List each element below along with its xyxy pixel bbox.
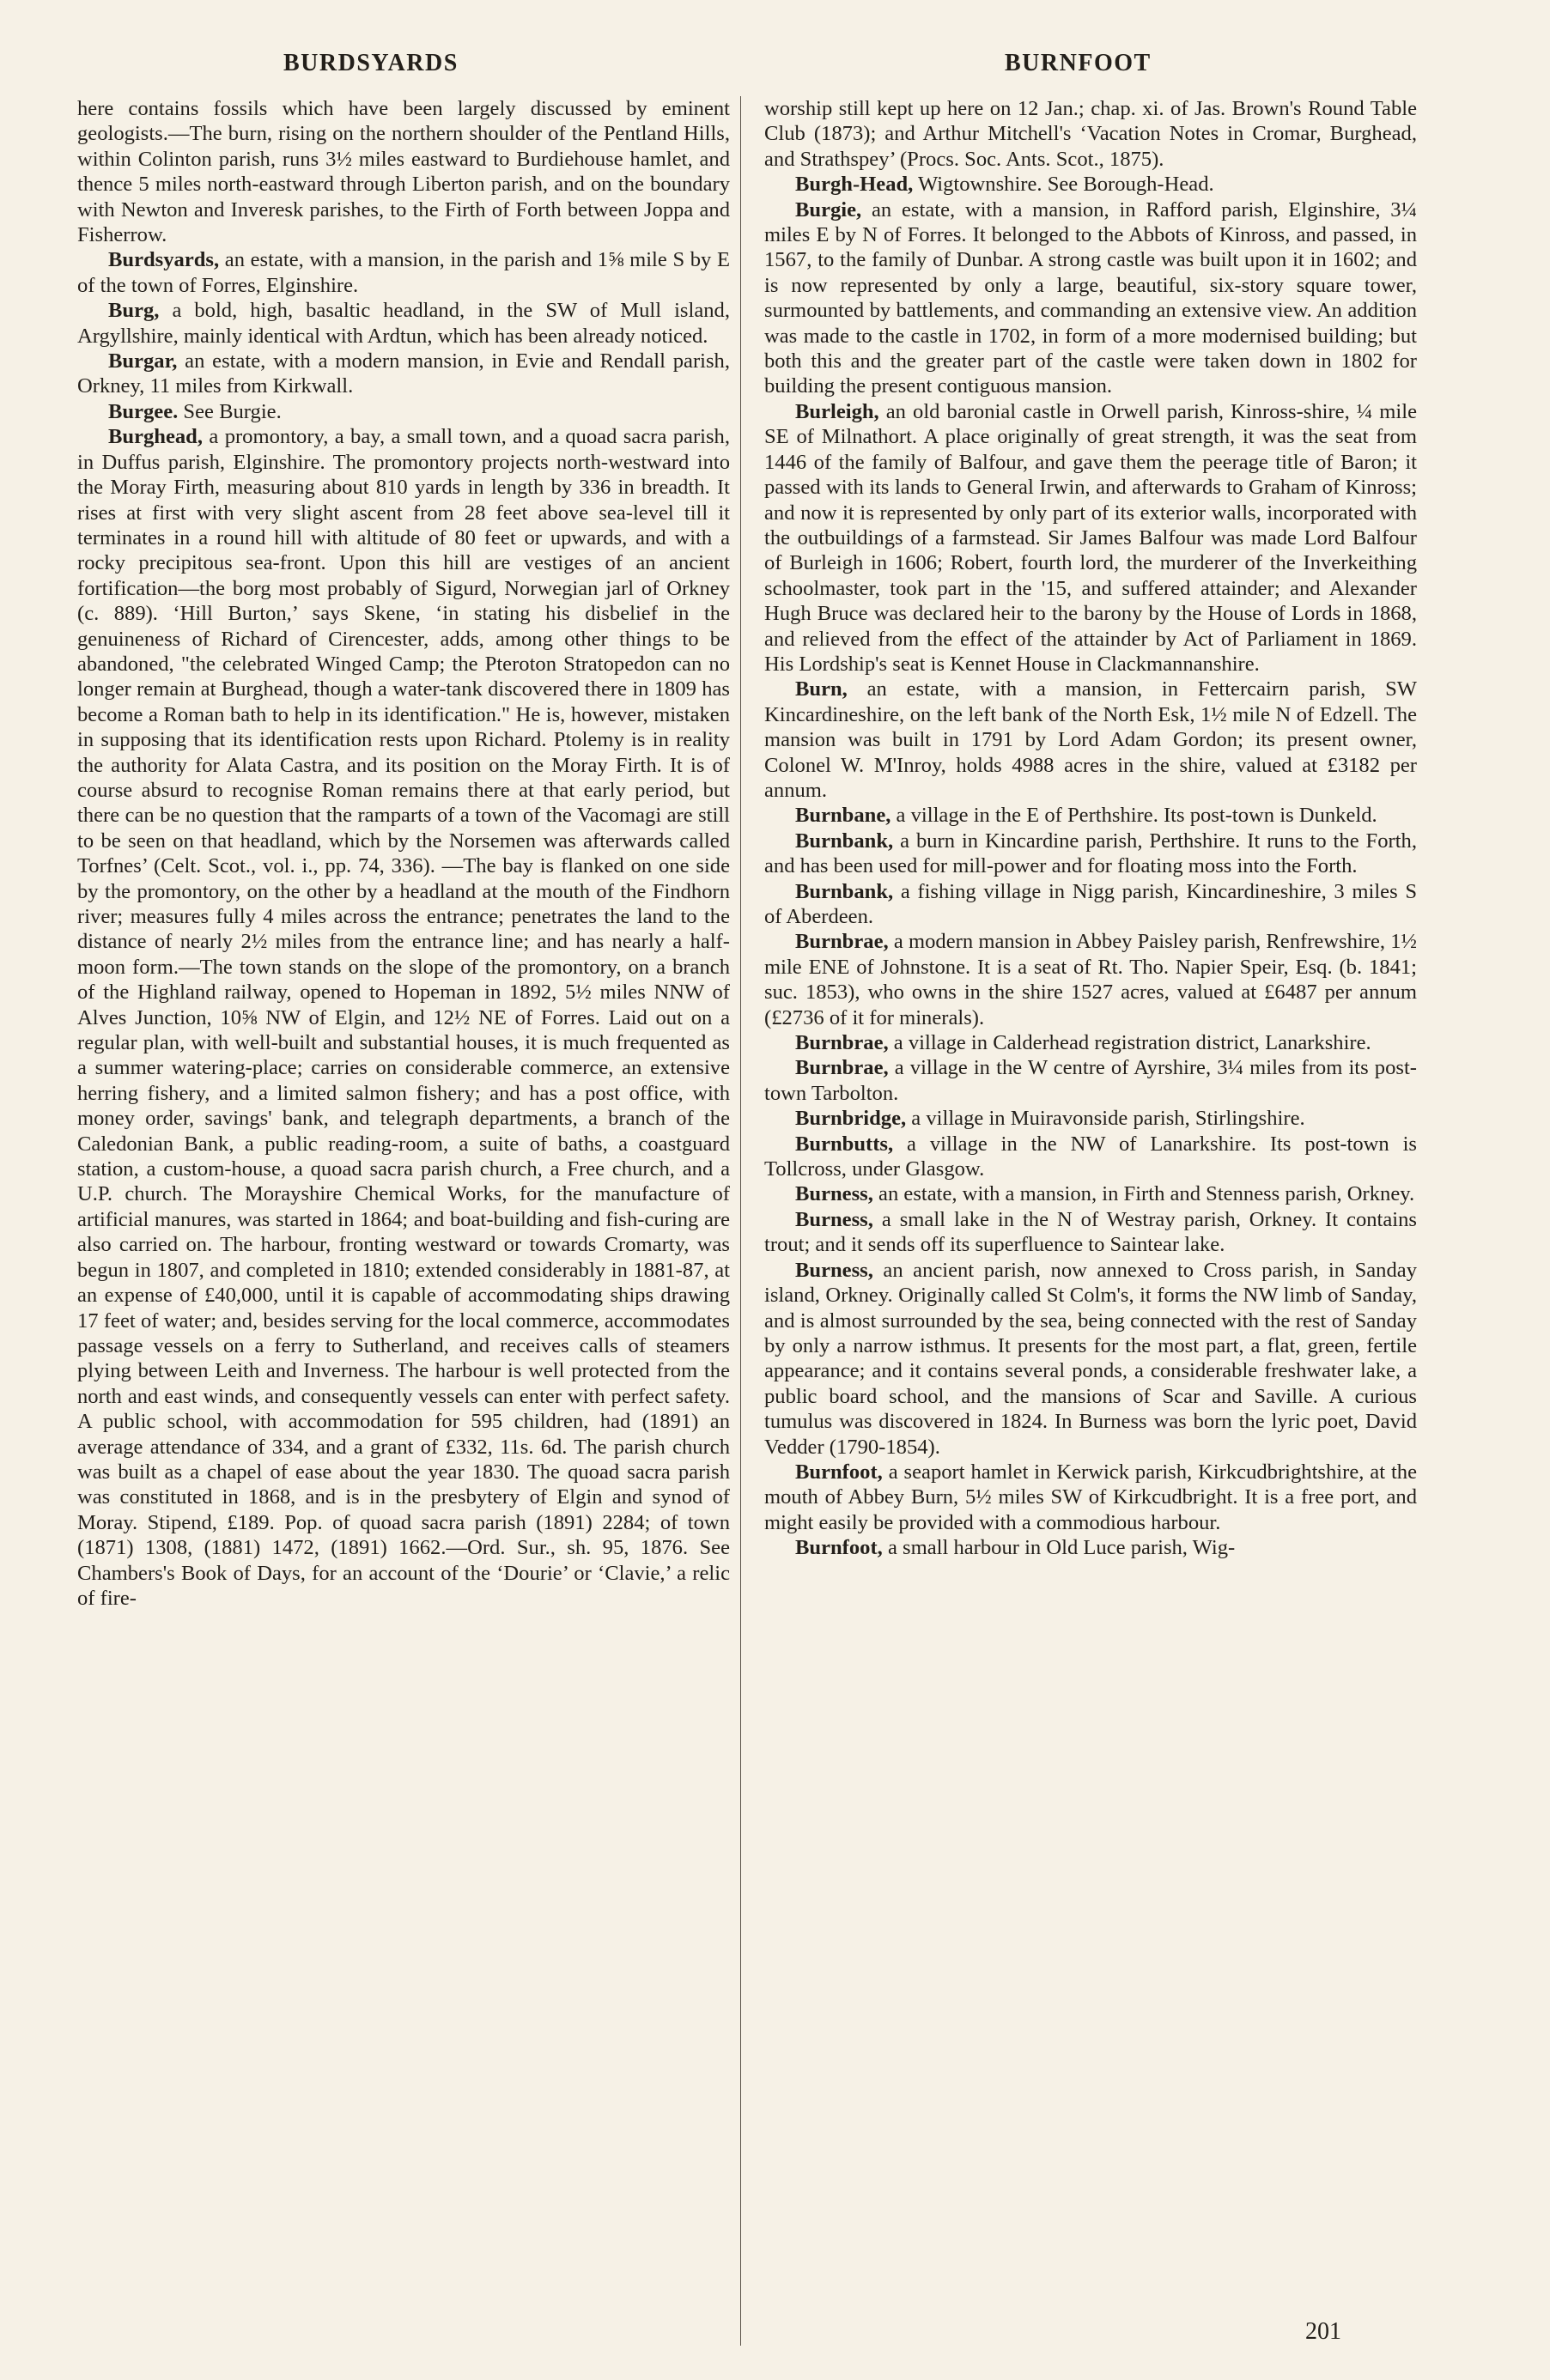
entry-text: an estate, with a mansion, in Firth and Stenness parish, Orkney. [872,1182,1415,1206]
entry-text: a small lake in the N of Westray parish, Orkney. It contains trout; and it sends off its superfluence to Saintear lake. [764,1207,1417,1257]
gazetteer-entry [77,424,730,1611]
entry-text: an estate, with a mansion, in the parish and 1⅝ mile S by E of the town of Forres, Elginshire. [77,248,730,297]
entry-text: here contains fossils which have been largely discussed by eminent geologists.—The burn, rising on the northern shoulder of the Pentland Hills, within Colinton parish, runs 3½ miles eastward to Burdiehouse hamlet, and thence 5 miles north-eastward through Liberton parish, and on the boundary with Newton and Inveresk parishes, to the Firth of Forth between Joppa and Fisherrow. [77,97,730,247]
entry-headword: Burgie, [795,197,862,222]
entry-text: a seaport hamlet in Kerwick parish, Kirkcudbrightshire, at the mouth of Abbey Burn, 5½ miles SW of Kirkcudbright. It is a free port, and might easily be provided with a commodious harbour. [764,1460,1417,1534]
gazetteer-entry [764,1132,1417,1182]
entry-text: worship still kept up here on 12 Jan.; chap. xi. of Jas. Brown's Round Table Club (1873); and Arthur Mitchell's ‘Vacation Notes in Cromar, Burghead, and Strathspey’ (Procs. Soc. Ants. Scot., 1875). [764,97,1417,171]
entry-text: a village in Calderhead registration district, Lanarkshire. [888,1031,1371,1055]
entry-headword: Burnbrae, [795,1031,889,1055]
entry-headword: Burnbrae, [795,1056,889,1080]
gazetteer-entry [77,247,730,298]
gazetteer-entry [77,96,730,247]
gazetteer-entry [764,197,1417,399]
right-column [764,96,1417,1561]
entry-headword: Burgee. [108,399,179,423]
gazetteer-entry [764,1106,1417,1131]
entry-text: a bold, high, basaltic headland, in the SW of Mull island, Argyllshire, mainly identical with Ardtun, which has been already noticed. [77,299,730,348]
entry-headword: Burnbank, [795,829,894,853]
gazetteer-entry [77,399,730,424]
entry-text: an estate, with a mansion, in Fettercairn parish, SW Kincardineshire, on the left bank of the North Esk, 1½ mile N of Edzell. The mansion was built in 1791 by Lord Adam Gordon; its present owner, Colonel W. M'Inroy, holds 4988 acres in the shire, valued at £3182 per annum. [764,677,1417,802]
entry-headword: Burnbane, [795,804,891,828]
gazetteer-entry [764,1535,1417,1560]
entry-headword: Burgh-Head, [795,173,914,197]
gazetteer-entry [764,172,1417,197]
entry-text: an old baronial castle in Orwell parish, Kinross-shire, ¼ mile SE of Milnathort. A place originally of great strength, it was the seat from 1446 of the family of Balfour, and gave them the peerage title of Baron; it passed with its lands to General Irwin, and afterwards to Graham of Kinross; and now it is represented by only part of its exterior walls, incorporated with the outbuildings of a farmstead. Sir James Balfour was made Lord Balfour of Burleigh in 1606; Robert, fourth lord, the murderer of the Inverkeithing schoolmaster, took part in the '15, and suffered attainder; and Alexander Hugh Bruce was declared heir to the barony by the House of Lords in 1868, and relieved from the effect of the attainder by Act of Parliament in 1869. His Lordship's seat is Kennet House in Clackmannanshire. [764,399,1417,676]
entry-text: Wigtownshire. See Borough-Head. [913,173,1214,197]
gazetteer-entry [764,399,1417,677]
gazetteer-entry [764,1207,1417,1258]
left-column [77,96,730,1611]
gazetteer-entry [764,677,1417,803]
entry-text: an estate, with a modern mansion, in Evie and Rendall parish, Orkney, 11 miles from Kirkwall. [77,349,730,398]
entry-headword: Burn, [795,677,848,701]
entry-headword: Burnbridge, [795,1107,907,1131]
gazetteer-entry [764,879,1417,930]
entry-headword: Burnbutts, [795,1132,894,1156]
gazetteer-entry [77,298,730,349]
entry-text: a modern mansion in Abbey Paisley parish, Renfrewshire, 1½ mile ENE of Johnstone. It is a seat of Rt. Tho. Napier Speir, Esq. (b. 1841; suc. 1853), who owns in the shire 1527 acres, valued at £6487 per annum (£2736 of it for minerals). [764,930,1417,1029]
entry-headword: Burnfoot, [795,1536,883,1560]
gazetteer-entry [764,1460,1417,1535]
gazetteer-entry [77,349,730,399]
entry-headword: Burness, [795,1207,873,1231]
gazetteer-entry [764,1258,1417,1460]
entry-headword: Burdsyards, [108,248,220,272]
entry-headword: Burness, [795,1182,873,1206]
entry-headword: Burnfoot, [795,1460,883,1484]
entry-text: a promontory, a bay, a small town, and a quoad sacra parish, in Duffus parish, Elginshire. The promontory projects north-westward into the Moray Firth, measuring about 810 yards in length by 336 in breadth. It rises at first with very slight ascent from 28 feet above sea-level till it terminates in a round hill with altitude of 80 feet or upwards, and with a rocky precipitous sea-front. Upon this hill are vestiges of an ancient fortification—the borg most probably of Sigurd, Norwegian jarl of Orkney (c. 889). ‘Hill Burton,’ says Skene, ‘in stating his disbelief in the genuineness of Richard of Cirencester, adds, among other things to be abandoned, "the celebrated Winged Camp; the Pteroton Stratopedon can no longer remain at Burghead, though a water-tank discovered there in 1809 has become a Roman bath to help in its identification." He is, however, mistaken in supposing that its identification rests upon Richard. Ptolemy is in reality the authority for Alata Castra, and its position on the Moray Firth. It is of course absurd to recognise Roman remains there at that early period, but there can be no question that the ramparts of a town of the Vacomagi are still to be seen on that headland, which by the Norsemen was afterwards called Torfnes’ (Celt. Scot., vol. i., pp. 74, 336). —The bay is flanked on one side by the promontory, on the other by a headland at the mouth of the Findhorn river; measures fully 4 miles across the entrance; penetrates the land to the distance of nearly 2½ miles from the entrance line; and has nearly a half-moon form.—The town stands on the slope of the promontory, on a branch of the Highland railway, opened to Hopeman in 1892, 5½ miles NNW of Alves Junction, 10⅝ NW of Elgin, and 12½ NE of Forres. Laid out on a regular plan, with well-built and substantial houses, it is much frequented as a summer watering-place; carries on considerable commerce, an extensive herring fishery, and a limited salmon fishery; and has a post office, with money order, savings' bank, and telegraph departments, a branch of the Caledonian Bank, a public reading-room, a suite of baths, a coastguard station, a custom-house, a quoad sacra parish church, a Free church, and a U.P. church. The Morayshire Chemical Works, for the manufacture of artificial manures, was started in 1864; and boat-building and fish-curing are also carried on. The harbour, fronting westward or towards Cromarty, was begun in 1807, and completed in 1810; extended considerably in 1881-87, at an expense of £40,000, until it is capable of accommodating ships drawing 17 feet of water; and, besides serving for the local commerce, accommodates passage vessels on a ferry to Sutherland, and receives calls of steamers plying between Leith and Inverness. The harbour is well protected from the north and east winds, and consequently vessels can enter with perfect safety. A public school, with accommodation for 595 children, had (1891) an average attendance of 334, and a grant of £332, 11s. 6d. The parish church was built as a chapel of ease about the year 1830. The quoad sacra parish was constituted in 1868, and is in the presbytery of Elgin and synod of Moray. Stipend, £189. Pop. of quoad sacra parish (1891) 2284; of town (1871) 1308, (1881) 1472, (1891) 1662.—Ord. Sur., sh. 95, 1876. See Chambers's Book of Days, for an account of the ‘Dourie’ or ‘Clavie,’ a relic of fire- [77,425,730,1610]
entry-text: an ancient parish, now annexed to Cross parish, in Sanday island, Orkney. Originally called St Colm's, it forms the NW limb of Sanday, and is almost surrounded by the sea, being connected with the rest of Sanday by only a narrow isthmus. It presents for the most part, a flat, green, fertile appearance; and it contains several ponds, a considerable freshwater lake, a public board school, and the mansions of Scar and Saville. A curious tumulus was discovered in 1824. In Burness was born the lyric poet, David Vedder (1790-1854). [764,1258,1417,1459]
entry-text: a small harbour in Old Luce parish, Wig- [882,1536,1236,1560]
gazetteer-entry [764,929,1417,1030]
entry-headword: Burleigh, [795,399,879,423]
entry-text: a burn in Kincardine parish, Perthshire. It runs to the Forth, and has been used for mill-power and for floating moss into the Forth. [764,829,1417,878]
entry-text: a village in the W centre of Ayrshire, 3¼ miles from its post-town Tarbolton. [764,1056,1417,1105]
entry-headword: Burghead, [108,425,204,449]
gazetteer-entry [764,96,1417,172]
entry-headword: Burgar, [108,349,178,373]
running-header-right: BURNFOOT [1005,50,1152,76]
entry-text: a village in Muiravonside parish, Stirlingshire. [906,1107,1305,1131]
entry-text: an estate, with a mansion, in Rafford parish, Elginshire, 3¼ miles E by N of Forres. It belonged to the Abbots of Kinross, and passed, in 1567, to the family of Dunbar. A strong castle was built upon it in 1602; and is now represented by only a large, beautiful, six-story square tower, surmounted by battlements, and commanding an extensive view. An addition was made to the castle in 1702, in form of a more modernised building; but both this and the greater part of the castle were taken down in 1802 for building the present contiguous mansion. [764,197,1417,398]
entry-text: See Burgie. [178,399,282,423]
gazetteer-entry [764,1030,1417,1055]
entry-text: a village in the NW of Lanarkshire. Its post-town is Tollcross, under Glasgow. [764,1132,1417,1181]
entry-text: a fishing village in Nigg parish, Kincardineshire, 3 miles S of Aberdeen. [764,879,1417,928]
page-number: 201 [1305,2318,1341,2345]
gazetteer-entry [764,1181,1417,1206]
entry-headword: Burness, [795,1258,873,1282]
gazetteer-entry [764,803,1417,828]
entry-headword: Burnbrae, [795,930,889,954]
gazetteer-entry [764,829,1417,879]
entry-text: a village in the E of Perthshire. Its post-town is Dunkeld. [890,804,1377,828]
running-header-left: BURDSYARDS [283,50,459,76]
gazetteer-entry [764,1055,1417,1106]
entry-headword: Burg, [108,299,160,323]
entry-headword: Burnbank, [795,879,894,903]
column-divider [740,96,741,2346]
